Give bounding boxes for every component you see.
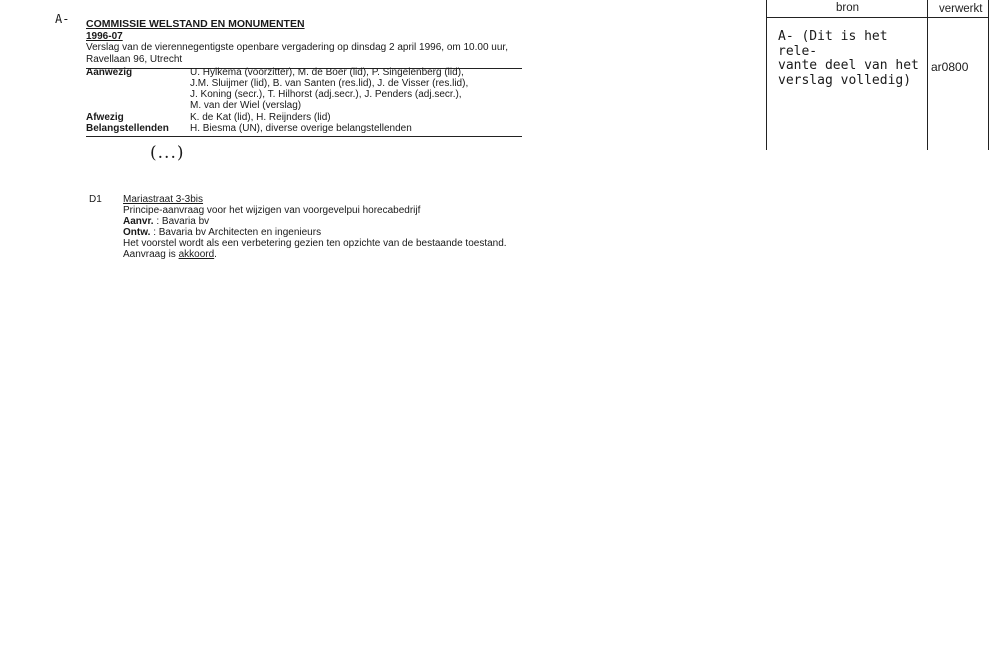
panel-header-rule	[766, 17, 989, 18]
item-applicant	[123, 216, 543, 227]
panel-left-border	[766, 0, 767, 150]
meeting-line: Verslag van de vierennegentigste openbare vergadering op dinsdag 2 april 1996, om 10.00 uur,	[86, 42, 508, 53]
panel-right-border	[988, 0, 989, 150]
present-line: U. Hylkema (voorzitter), M. de Boer (lid), P. Singelenberg (lid),	[190, 67, 464, 78]
attendance-rule	[86, 136, 522, 137]
present-line: J. Koning (secr.), T. Hilhorst (adj.secr.), J. Penders (adj.secr.),	[190, 89, 462, 100]
verdict-suffix: .	[214, 249, 217, 260]
processed-code: ar0800	[931, 60, 969, 74]
report-code: 1996-07	[86, 30, 123, 42]
margin-mark: A-	[55, 12, 70, 26]
meeting-address: Ravellaan 96, Utrecht	[86, 53, 183, 65]
present-line: J.M. Sluijmer (lid), B. van Santen (res.lid), J. de Visser (res.lid),	[190, 78, 469, 89]
source-column-header: bron	[836, 2, 860, 14]
note-line: A- (Dit is het rele-	[778, 29, 888, 59]
applicant-label: Aanvr.	[123, 216, 154, 227]
item-assessment: Het voorstel wordt als een verbetering gezien ten opzichte van de bestaande toestand.	[123, 238, 507, 249]
verdict-prefix: Aanvraag is	[123, 249, 179, 260]
committee-title: COMMISSIE WELSTAND EN MONUMENTEN	[86, 18, 305, 30]
note-line: verslag volledig)	[778, 72, 912, 88]
processed-column-header: verwerkt	[939, 3, 983, 15]
stakeholders-label: Belangstellenden	[86, 123, 169, 134]
applicant-value: : Bavaria bv	[156, 216, 210, 227]
item-description: Principe-aanvraag voor het wijzigen van voorgevelpui horecabedrijf	[123, 205, 421, 216]
absent-value: K. de Kat (lid), H. Reijnders (lid)	[190, 112, 331, 123]
designer-label: Ontw.	[123, 227, 151, 238]
source-note	[778, 30, 928, 88]
report-header	[86, 19, 522, 65]
present-line: M. van der Wiel (verslag)	[190, 100, 302, 111]
agenda-item	[123, 194, 543, 260]
omission-ellipsis: (...)	[150, 143, 185, 163]
present-label: Aanwezig	[86, 67, 133, 78]
verdict-word: akkoord	[178, 249, 215, 260]
item-verdict	[123, 249, 543, 260]
designer-value: : Bavaria bv Architecten en ingenieurs	[153, 227, 322, 238]
absent-label: Afwezig	[86, 112, 124, 123]
stakeholders-value: H. Biesma (UN), diverse overige belangstellenden	[190, 123, 412, 134]
item-code: D1	[89, 194, 102, 205]
item-designer	[123, 227, 543, 238]
present-list	[190, 67, 468, 111]
item-title: Mariastraat 3-3bis	[123, 194, 204, 205]
present-section	[86, 67, 522, 115]
note-line: vante deel van het	[778, 58, 919, 73]
